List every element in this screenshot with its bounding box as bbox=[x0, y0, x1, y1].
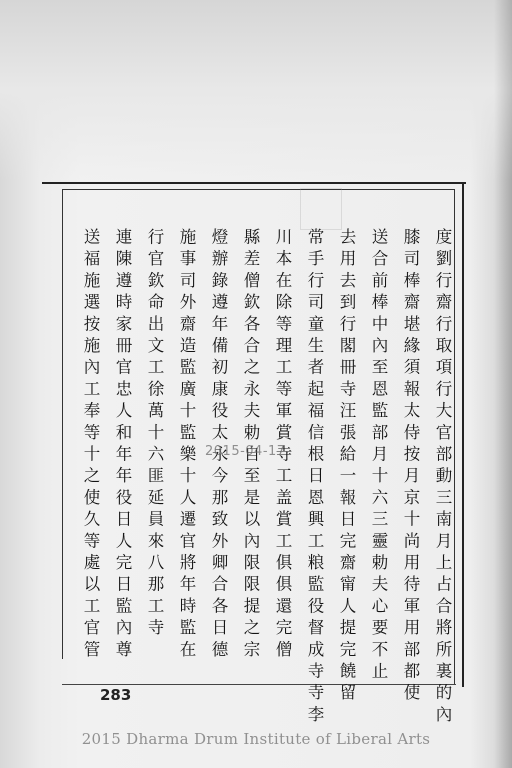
page-edge-shadow bbox=[494, 0, 512, 768]
page-number: 283 bbox=[100, 686, 132, 704]
frame-inner-top-line bbox=[62, 189, 454, 190]
frame-top-line bbox=[42, 182, 466, 184]
text-column-3: 送合前棒中內至恩監部月十六三靈勅夫心要不止 bbox=[369, 228, 388, 684]
text-column-2: 膝司棒齋堪緣須報太侍按月京十尚用待軍用部都使 bbox=[401, 228, 420, 706]
text-column-10: 行官欽命出文工徐萬十六匪延員來八那工寺 bbox=[145, 228, 164, 641]
text-column-5: 常手行司童生者起福信根日恩興工粮監役督成寺寺李 bbox=[305, 228, 324, 728]
frame-right-inner-line bbox=[454, 189, 455, 685]
text-column-9: 施事司外齋造監廣十監樂十人遷官將年時監在 bbox=[177, 228, 196, 662]
text-column-4: 去用去到行閣冊寺汪張給一報日完齋甯人提完饒留 bbox=[337, 228, 356, 706]
frame-left-line bbox=[62, 189, 63, 659]
frame-right-outer-line bbox=[462, 182, 464, 687]
footer-watermark: 2015 Dharma Drum Institute of Liberal Arts bbox=[81, 730, 431, 748]
top-shadow bbox=[0, 0, 512, 180]
text-column-1: 度劉行齋行取項行大官部動三南月上占合將所裏的內 bbox=[433, 228, 452, 728]
frame-bottom-line bbox=[62, 684, 456, 685]
faint-seal-mark bbox=[300, 188, 342, 230]
text-column-12: 送福施選按施內工奉等十之使久等處以工官管 bbox=[81, 228, 100, 662]
date-watermark: 2015-04-17 bbox=[205, 444, 286, 459]
text-column-8: 燈辦錄遵年備初康役太永今那致外卿合各日德 bbox=[209, 228, 228, 662]
text-column-7: 縣差僧欽各合之永夫勅自至是以內限限提之宗 bbox=[241, 228, 260, 662]
text-column-11: 連陳遵時家冊官忠人和年年役日人完日監內尊 bbox=[113, 228, 132, 662]
text-column-6: 川本在除等理工等軍賞寺工盖賞工俱俱還完僧 bbox=[273, 228, 292, 662]
